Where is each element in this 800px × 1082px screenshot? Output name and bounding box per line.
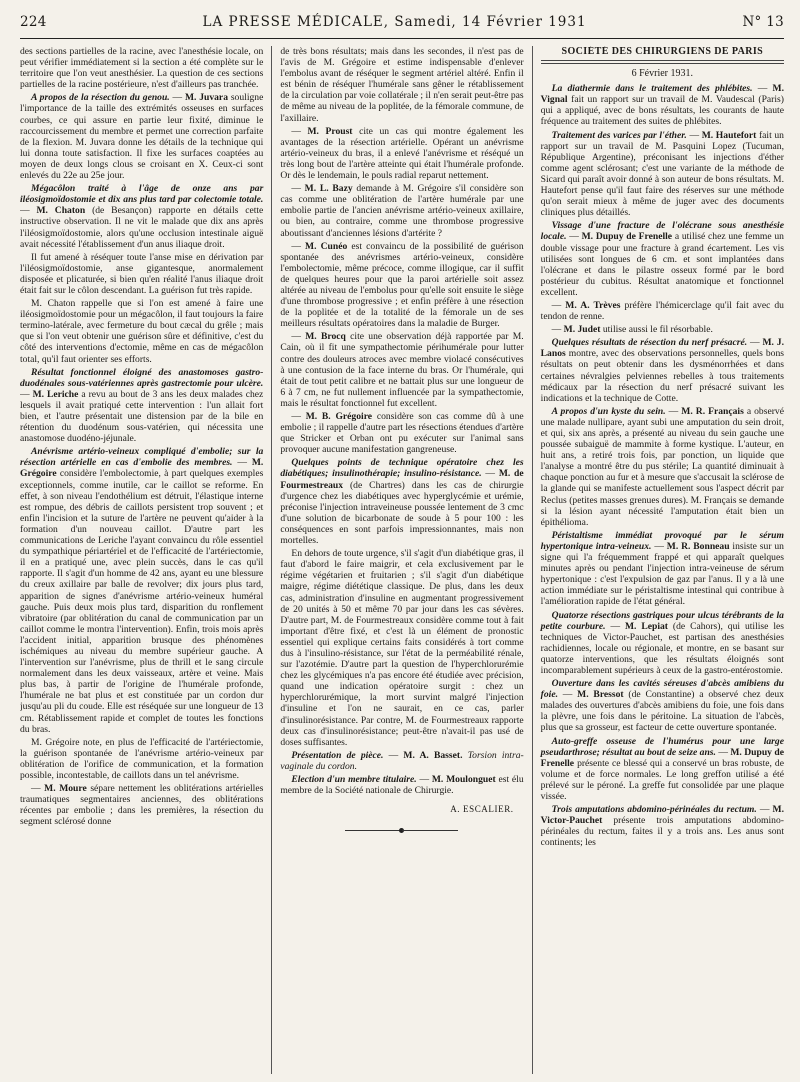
author: M. A. Basset. <box>403 749 463 761</box>
paragraph: M. Grégoire note, en plus de l'efficacité de l'artériectomie, la guérison spontanée de l'anévrisme artério-veineux par oblitération de l'orifice de communication, et la formation possible, incontestable, de caillots dans un tel anévrisme. <box>20 736 264 781</box>
author: M. A. Trèves <box>565 299 621 311</box>
article-text: préfère l'hémicerclage qu'il fait avec du tendon de renne. <box>540 299 784 323</box>
paragraph: Il fut amené à réséquer toute l'anse mise en dérivation par l'iléosigmoïdostomie, anse gigantesque, anormalement disposée et plicaturée, si bien qu'en réalité l'anus iliaque droit était fait sur le côlon descendant. La guérison fut très rapide. <box>20 251 264 296</box>
author: M. Vignal <box>540 83 784 106</box>
article-text: montre, avec des observations personnelles, quels bons résultats on peut obtenir dans les dysménorrhées et dans certaines névralgies pelviennes rebelles à tous traitements médicaux par la résection du nerf présacré suivant les indications et la technique de Cotte. <box>540 348 784 404</box>
article-text: est convaincu de la possibilité de guérison spontanée des anévrismes artério-veineux, considère l'embolectomie, même précoce, comme illogique, car il suffit de quelques heures pour que la paroi artérielle soit assez altérée au niveau de l'embolus pour qu'elle soit ensuite le siège d'une thrombose progressive ; et enfin préfère à une résection de la poplitée et de la totalité de la fémorale un de ses meilleurs résultats opératoires dans la maladie de Burger. <box>280 240 524 330</box>
author: M. Judet <box>563 324 601 336</box>
article-francais: A propos d'un kyste du sein. — M. R. Français a observé une malade nullipare, ayant subi une amputation du sein droit, et qui, six ans après, a présenté au niveau du sein gauche une poussée subaiguë de mammite à forme kystique. L'auteur, en huit ans, a retiré trois fois, par ponction, un liquide que l'analyse a montré être du pus stérile; La quantité diminuait à chaque ponction au fur et à mesure que s'accusait la sclérose de la glande qui se manifeste actuellement sous l'aspect décrit par Reclus (petites masses grenues dures). M. Français se demande si la lésion ayant nécessité l'amputation était bien un épithélioma. <box>540 405 784 528</box>
author: M. Juvara <box>184 92 228 104</box>
author: M. Moure <box>44 783 87 795</box>
article-columns <box>20 46 784 1074</box>
page-header <box>20 14 784 36</box>
article-title: Présentation de pièce. <box>291 749 384 761</box>
author: M. L. Bazy <box>304 183 353 195</box>
author: M. Cunéo <box>305 240 348 252</box>
article-text: a utilisé chez une femme un double vissage pour une fracture à grand écartement. Les vis utilisées sont longues de 6 cm. et sont implantées dans l'olécrane et dans le pilastre osseux formé par le bord postérieur du cubitus. Résultat anatomique et fonctionnel excellent. <box>540 231 784 298</box>
paragraph-gregoire: — M. B. Grégoire considère son cas comme dû à une embolie ; il rappelle d'autre part les résections étendues d'artère que Stricker et Orban ont pu exécuter sur l'animal sans provoquer aucune manifestation gangreneuse. <box>280 411 524 456</box>
article-title: Anévrisme artério-veineux compliqué d'embolie; sur la résection artérielle en cas d'embolie des membres. <box>20 446 264 469</box>
end-ornament <box>280 825 523 836</box>
article-dupuy: Vissage d'une fracture de l'olécrane sous anesthésie locale. — M. Dupuy de Frenelle a utilisé chez une femme un double vissage pour une fracture à grand écartement. Les vis utilisées sont longues de 6 cm. et sont implantées dans l'olécrane et dans le pilastre osseux formé par le bord postérieur du cubitus. Résultat anatomique et fonctionnel excellent. <box>540 220 784 298</box>
article-text: a revu au bout de 3 ans les deux malades chez lesquels il avait pratiqué cette intervention : l'un allait fort bien, et l'autre présentait une distension par de la bile en rétention du duodénum sous-vatérien, qui nécessita une anastomose duodéno-jéjunale. <box>20 388 264 445</box>
section-title: SOCIÉTÉ DES CHIRURGIENS DE PARIS <box>561 46 764 57</box>
author: M. Brocq <box>305 331 346 343</box>
article-title: Auto-greffe osseuse de l'humérus pour une large pseudarthrose; résultat au bout de seize ans. <box>540 735 784 758</box>
article-text: souligne l'importance de la taille des extrémités osseuses en surfaces courbes, ce qui assure en partie leur fixité, diminue le raccourcissement du membre et permet une correction parfaite de la flexion. M. Juvara donne les détails de la technique qui lui donna toute satisfaction. Il fixe les surfaces coaptées au moyen de deux longs clous se croisant en X. Ceux-ci sont enlevés du 22e au 25e jour. <box>20 92 264 182</box>
article-text: (de Cahors), qui utilise les techniques de Victor-Pauchet, est partisan des anesthésies rachidiennes, locale ou régionale, et montre, en se basant sur quatorze interventions, que les résultats éloignés sont incomparablement supérieurs à ceux de la gastro-entérostomie. <box>540 620 784 676</box>
paragraph-cuneo: — M. Cunéo est convaincu de la possibilité de guérison spontanée des anévrismes artério-veineux, considère l'embolectomie, même précoce, comme illogique, car il suffit de quelques heures pour que la paroi artérielle soit assez altérée au niveau de l'embolus pour qu'elle soit ensuite le siège d'une thrombose progressive ; et enfin préfère à une résection de la poplitée et de la totalité de la fémorale un de ses meilleurs résultats opératoires dans la maladie de Burger. <box>280 240 524 330</box>
article-bressot: Ouverture dans les cavités séreuses d'abcès amibiens du foie. — M. Bressot (de Constantine) a observé chez deux malades des ouvertures d'abcès amibiens du foie, une fois dans la plèvre, une fois dans le péritoine. La situation de l'abcès, plus que sa grosseur, est facteur de cette ouverture spontanée. <box>540 678 784 734</box>
author: M. Dupuy de Frenelle <box>581 231 673 243</box>
column-1 <box>20 46 271 1074</box>
article-title: Trois amputations abdomino-périnéales du rectum. <box>551 804 757 816</box>
article-title: Quelques résultats de résection du nerf présacré. <box>551 337 748 349</box>
author: M. Bressot <box>577 689 624 701</box>
article-text: cite une observation déjà rapportée par M. Cain, où il fit une sympathectomie périhumérale pour lutter contre des douleurs atroces avec membre violacé consécutives à une contusion de la face interne du bras. Or l'humérale, qui était de tout petit calibre et ne battait plus sur une longueur de 6 à 7 cm, ne fut nullement influencée par la sympathectomie, mais le résultat fonctionnel fut excellent. <box>280 331 524 409</box>
article-fourmestreaux: Quelques points de technique opératoire chez les diabétiques; insulinothérapie; insulino-résistance. — M. de Fourmestreaux (de Chartres) dans les cas de chirurgie d'urgence chez les diabétiques avec hyperglycémie et urémie, préconise l'injection intraveineuse poussée lentement de 3 cmc d'une solution de bicarbonate de soude à 5 pour 100 : les conséquences en sont parfois impressionnantes, mais non mortelles. <box>280 457 524 547</box>
article-title: Ouverture dans les cavités séreuses d'abcès amibiens du foie. <box>540 678 784 701</box>
issue-number: N° 13 <box>742 14 784 30</box>
article-text: sépare nettement les oblitérations artérielles traumatiques segmentaires anciennes, des oblitérations récentes par embolie ; dans les premières, la résection du segment sclérosé donne <box>20 783 264 828</box>
article-chaton: Mégacôlon traité à l'âge de onze ans par iléosigmoïdostomie et dix ans plus tard par colectomie totale. — M. Chaton (de Besançon) rapporte en détails cette instructive observation. Il ne vit le malade que dix ans après l'iléosigmoïdostomie, alors qu'une occlusion intestinale aiguë avait nécessité l'établissement d'un anus iliaque droit. <box>20 183 264 250</box>
article-title: A propos de la résection du genou. <box>31 92 170 104</box>
article-text: insiste sur un signe qui l'a fréquemment frappé et qui apparaît quelques minutes après ou pendant l'injection intra-veineuse de sérum hypertonique : c'est l'expulsion de gaz par l'anus. Il y a là une action immédiate sur le péristaltisme intestinal qui contribue à l'amélioration rapide de l'état général. <box>540 540 784 608</box>
article-text: considère son cas comme dû à une embolie ; il rappelle d'autre part les résections étendues d'artère que Stricker et Orban ont pu exécuter sur l'animal sans provoquer aucune manifestation gangreneuse. <box>280 411 524 456</box>
article-text: fait un rapport sur un travail de M. Vaudescal (Paris) qui a appliqué, avec de bons résultats, les courants de haute fréquence au traitement des suites de phlébites. <box>540 94 784 128</box>
column-3 <box>533 46 784 1074</box>
paragraph: M. Chaton rappelle que si l'on est amené à faire une iléosigmoïdostomie pour un mégacôlon, il faut toujours la faire termino-latérale, avec fermeture du bout cæcal du grêle ; mais que si l'on veut obtenir une guérison sûre et définitive, c'est du côté des interventions d'ectomie, même en cas de mégacôlon total, qu'il faut orienter ses efforts. <box>20 298 264 365</box>
author: M. Dupuy de Frenelle <box>540 746 784 769</box>
article-text: cite un cas qui montre également les avantages de la résection artérielle. Opérant un anévrisme artério-veineux du bras, il a enlevé l'anévrisme et réséqué un très long bout de l'artère atteinte qui était l'humérale profonde. Or dès le lendemain, le pouls radial reparut nettement. <box>280 125 524 182</box>
article-text: (de Constantine) a observé chez deux malades des ouvertures d'abcès amibiens du foie, une fois dans la plèvre, une fois dans le péritoine. La situation de l'abcès, plus que sa grosseur, est facteur de cette ouverture spontanée. <box>540 689 784 734</box>
article-text: a observé une malade nullipare, ayant subi une amputation du sein droit, et qui, six ans après, a présenté au niveau du sein gauche une poussée subaiguë de mammite à forme kystique. L'auteur, en huit ans, a retiré trois fois, par ponction, un liquide que l'analyse a montré être du pus stérile; La quantité diminuait à chaque ponction au fur et à mesure que s'accusait la sclérose de la glande qui se manifeste actuellement sous l'aspect décrit par Reclus (petites masses grenues dures). M. Français se demande si la lésion ayant nécessité l'amputation était bien un épithélioma. <box>540 405 784 528</box>
author: M. Chaton <box>36 205 86 217</box>
article-text: Torsion intra-vaginale du cordon. <box>280 749 524 772</box>
paragraph: des sections partielles de la racine, avec l'anesthésie locale, on peut vérifier immédiatement si la section a été complète sur le territoire que l'on veut anesthésier. La question de ces sections partielles de la racine postérieure, n'est d'ailleurs pas tranchée. <box>20 46 264 91</box>
author: M. Lepiat <box>624 620 668 632</box>
paragraph-proust: — M. Proust cite un cas qui montre également les avantages de la résection artérielle. Opérant un anévrisme artério-veineux du bras, il a enlevé l'anévrisme et réséqué un très long bout de l'artère atteinte qui était l'humérale profonde. Or dès le lendemain, le pouls radial reparut nettement. <box>280 125 524 182</box>
article-title: Quelques points de technique opératoire chez les diabétiques; insulinothérapie; insulino-résistance. <box>280 457 524 480</box>
article-hautefort: Traitement des varices par l'éther. — M. Hautefort fait un rapport sur un travail de M. Pasquini Lopez (Tucuman, République Argentine), préconisant les injections d'éther comme agent sclérosant; c'est une variante de la méthode de Sicard qui paraît avoir donné à son auteur de bons résultats. M. Hautefort pense qu'il faut faire des réserves sur une méthode qu'on serait mieux à même de juger avec des documents cliniques plus détaillés. <box>540 129 784 219</box>
article-leriche: Résultat fonctionnel éloigné des anastomoses gastro-duodénales sous-vatériennes après gastrectomie pour ulcère. — M. Leriche a revu au bout de 3 ans les deux malades chez lesquels il avait pratiqué cette intervention : l'un allait fort bien, et l'autre présentait une distension par de la bile en rétention du duodénum sous-vatérien, qui nécessita une anastomose duodéno-jéjunale. <box>20 366 264 445</box>
article-text: (de Chartres) dans les cas de chirurgie d'urgence chez les diabétiques avec hyperglycémie et urémie, préconise l'injection intraveineuse poussée lentement de 3 cmc d'une solution de bicarbonate de soude à 5 pour 100 : les conséquences en sont parfois impressionnantes, mais non mortelles. <box>280 479 524 547</box>
author: M. Grégoire <box>20 457 264 480</box>
author: M. R. Français <box>681 405 744 417</box>
paragraph-bazy: — M. L. Bazy demande à M. Grégoire s'il considère son cas comme une oblitération de l'artère humérale par une embolie partie de l'ancien anévrisme artério-veineux axillaire, ou bien, au contraire, comme une thrombose progressive aboutissant d'anciennes lésions d'artérite ? <box>280 183 524 239</box>
journal-title: LA PRESSE MÉDICALE, Samedi, 14 Février 1931 <box>202 14 587 30</box>
article-title: A propos d'un kyste du sein. <box>551 405 666 417</box>
article-title: Résultat fonctionnel éloigné des anastomoses gastro-duodénales sous-vatériennes après gastrectomie pour ulcère. <box>20 366 264 389</box>
article-title: Mégacôlon traité à l'âge de onze ans par iléosigmoïdostomie et dix ans plus tard par colectomie totale. <box>20 183 264 206</box>
article-text: considère l'embolectomie, à part quelques exemples exceptionnels, comme inutile, car le caillot se reforme. En effet, à son niveau l'endothélium est détruit, l'élastique interne est rompue, des débris de caillots persistent trop souvent ; et enfin l'incision et la suture de l'artère ne peuvent qu'aider à la formation d'un nouveau caillot. D'autre part les communications de Leriche l'ayant convaincu du rôle essentiel du sympathique périartériel et de l'efficacité de l'artériectomie, il en a pratiqué une, avec plein succès, dans le cas qu'il rapporte. Il s'agit d'un homme de 42 ans, ayant eu une blessure du creux axillaire par balle de revolver; dix jours plus tard, apparition de signes d'anévrisme artério-veineux huméral gauche. Puis deux mois plus tard, disparition du ronflement vibratoire (par oblitération du canal de communication par un caillot comme le montra l'intervention). Enfin, trois mois après l'accident initial, apparition brusque des phénomènes ischémiques au niveau du membre supérieur gauche. A l'intervention sur l'anévrisme, plus de thrill et le sang circule normalement dans les deux vaisseaux, artère et veine. Mais plus bas, à partir de l'origine de l'humérale profonde, l'humérale ne bat plus et est constituée par un cordon dur jusqu'au pli du coude. Elle est réséquée sur une longueur de 13 cm. Rétablissement rapide et complet de toutes les fonctions du bras. <box>20 468 264 735</box>
article-text: présente trois amputations abdomino-périnéales du rectum, faites il y a trois ans. Les anus sont continents; les <box>540 815 784 849</box>
article-title: Vissage d'une fracture de l'olécrane sous anesthésie locale. <box>540 220 784 243</box>
paragraph-brocq: — M. Brocq cite une observation déjà rapportée par M. Cain, où il fit une sympathectomie périhumérale pour lutter contre des douleurs atroces avec membre violacé consécutives à une contusion de la face interne du bras. Or l'humérale, qui était de tout petit calibre et ne battait plus sur une longueur de 6 à 7 cm, ne fut nullement influencée par la sympathectomie, mais le résultat fonctionnel fut excellent. <box>280 331 524 409</box>
paragraph-treves: — M. A. Trèves préfère l'hémicerclage qu'il fait avec du tendon de renne. <box>540 299 784 323</box>
article-autogreffe: Auto-greffe osseuse de l'humérus pour une large pseudarthrose; résultat au bout de seize ans. — M. Dupuy de Frenelle présente ce blessé qui a conservé un bras robuste, de volume et de force normales. Le long greffon utilisé a été prélevé sur le péroné. La greffe fut consolidée par une plaque vissée. <box>540 735 784 802</box>
article-basset: Présentation de pièce. — M. A. Basset. Torsion intra-vaginale du cordon. <box>280 749 524 772</box>
article-text: demande à M. Grégoire s'il considère son cas comme une oblitération de l'artère humérale par une embolie partie de l'ancien anévrisme artério-veineux axillaire, ou bien, au contraire, comme une thrombose progressive aboutissant d'anciennes lésions d'artérite ? <box>280 183 524 239</box>
author: M. Proust <box>307 125 353 137</box>
article-bonneau: Péristaltisme immédiat provoqué par le sérum hypertonique intra-veineux. — M. R. Bonneau insiste sur un signe qui l'a fréquemment frappé et qui apparaît quelques minutes après ou pendant l'injection intra-veineuse de sérum hypertonique : c'est l'expulsion de gaz par l'anus. Il y a là une action immédiate sur le péristaltisme intestinal qui contribue à l'amélioration rapide de l'état général. <box>540 529 784 608</box>
paragraph: de très bons résultats; mais dans les secondes, il n'est pas de l'avis de M. Grégoire et estime indispensable d'enlever l'embolus avant de réséquer le segment artériel altéré. Enfin il est bénin de réséquer l'humérale sans gêner le rétablissement de la circulation par voie collatérale ; il n'en serait peut-être pas de même au niveau de la poplitée, de la fémorale commune, de l'axillaire. <box>280 46 524 124</box>
section-rule <box>541 60 784 64</box>
article-gregoire: Anévrisme artério-veineux compliqué d'embolie; sur la résection artérielle en cas d'embolie des membres. — M. Grégoire considère l'embolectomie, à part quelques exemples exceptionnels, comme inutile, car le caillot se reforme. En effet, à son niveau l'endothélium est détruit, l'élastique interne est rompue, des débris de caillots persistent trop souvent ; et enfin l'incision et la suture de l'artère ne peuvent qu'aider à la formation d'un nouveau caillot. D'autre part les communications de Leriche l'ayant convaincu du rôle essentiel du sympathique périartériel et de l'efficacité de l'artériectomie, il en a pratiqué une, avec plein succès, dans le cas qu'il rapporte. Il s'agit d'un homme de 42 ans, ayant eu une blessure du creux axillaire par balle de revolver; dix jours plus tard, apparition de signes d'anévrisme artério-veineux huméral gauche. Puis deux mois plus tard, disparition du ronflement vibratoire (par oblitération du canal de communication par un caillot comme le montra l'intervention). Enfin, trois mois après l'accident initial, apparition brusque des phénomènes ischémiques au niveau du membre supérieur gauche. A l'intervention sur l'anévrisme, plus de thrill et le sang circule normalement dans les deux vaisseaux, artère et veine. Mais plus bas, à partir de l'origine de l'humérale profonde, l'humérale ne bat plus et est constituée par un cordon dur jusqu'au pli du coude. Elle est réséquée sur une longueur de 13 cm. Rétablissement rapide et complet de toutes les fonctions du bras. <box>20 446 264 735</box>
article-text: (de Besançon) rapporte en détails cette instructive observation. Il ne vit le malade que dix ans après l'iléosigmoïdostomie, alors qu'une occlusion intestinale aiguë avait nécessité l'établissement d'un anus iliaque droit. <box>20 205 264 250</box>
author: M. J. Lanos <box>540 337 784 360</box>
author: M. Moulonguet <box>431 774 496 785</box>
article-text: utilise aussi le fil résorbable. <box>602 324 713 336</box>
article-title: Election d'un membre titulaire. <box>291 774 417 785</box>
paragraph-judet: — M. Judet utilise aussi le fil résorbable. <box>551 324 713 336</box>
article-juvara: A propos de la résection du genou. — M. Juvara souligne l'importance de la taille des extrémités osseuses en surfaces courbes, ce qui assure en partie leur fixité, diminue le raccourcissement du membre et permet une correction parfaite de la flexion. M. Juvara donne les détails de la technique qui lui donna toute satisfaction. Il fixe les surfaces coaptées au moyen de deux longs clous se croisant en X. Ceux-ci sont enlevés du 22e au 25e jour. <box>20 92 264 182</box>
paragraph-moure: — M. Moure sépare nettement les oblitérations artérielles traumatiques segmentaires anciennes, des oblitérations récentes par embolie ; dans les premières, la résection du segment sclérosé donne <box>20 783 264 828</box>
author: M. Victor-Pauchet <box>540 804 784 827</box>
header-rule <box>20 38 784 39</box>
column-2 <box>271 46 532 1074</box>
article-vignal: La diathermie dans le traitement des phlébites. — M. Vignal fait un rapport sur un travail de M. Vaudescal (Paris) qui a appliqué, avec de bons résultats, les courants de haute fréquence au traitement des suites de phlébites. <box>540 83 784 128</box>
page-number: 224 <box>20 14 47 30</box>
author: M. R. Bonneau <box>666 540 730 552</box>
signature: A. ESCALIER. <box>450 804 514 815</box>
article-lanos: Quelques résultats de résection du nerf présacré. — M. J. Lanos montre, avec des observations personnelles, quels bons résultats on peut obtenir dans les dysménorrhées et dans certaines névralgies pelviennes rebelles à tous traitements médicaux par la résection du nerf présacré suivant les indications et la technique de Cotte. <box>540 337 784 404</box>
author: M. Hautefort <box>701 129 757 141</box>
article-election: Election d'un membre titulaire. — M. Moulonguet est élu membre de la Société nationale de Chirurgie. <box>280 774 524 797</box>
author: M. de Fourmestreaux <box>280 468 524 491</box>
article-lepiat: Quatorze résections gastriques pour ulcus térébrants de la petite courbure. — M. Lepiat (de Cahors), qui utilise les techniques de Victor-Pauchet, est partisan des anesthésies rachidiennes, locale ou régionale, et montre, en se basant sur quatorze interventions, que les résultats éloignés sont incomparablement supérieurs à ceux de la gastro-entérostomie. <box>540 609 784 676</box>
author: M. B. Grégoire <box>305 411 373 422</box>
author: M. Leriche <box>32 388 79 400</box>
article-text: fait un rapport sur un travail de M. Pasquini Lopez (Tucuman, République Argentine), préconisant les injections d'éther comme agent sclérosant; c'est une variante de la méthode de Sicard qui paraît avoir donné à son auteur de bons résultats. M. Hautefort pense qu'il faut faire des réserves sur une méthode qu'on serait mieux à même de juger avec des documents cliniques plus détaillés. <box>540 129 784 219</box>
article-title: La diathermie dans le traitement des phlébites. <box>551 83 753 95</box>
article-text: est élu membre de la Société nationale de Chirurgie. <box>280 774 524 797</box>
article-text: présente ce blessé qui a conservé un bras robuste, de volume et de force normales. Le long greffon utilisé a été prélevé sur le péroné. La greffe fut consolidée par une plaque vissée. <box>540 757 784 802</box>
section-date: 6 Février 1931. <box>631 68 694 80</box>
article-title: Péristaltisme immédiat provoqué par le sérum hypertonique intra-veineux. <box>540 529 784 552</box>
paragraph: En dehors de toute urgence, s'il s'agit d'un diabétique gras, il faut d'abord le faire maigrir, et cela exclusivement par le régime végétarien et fruitarien ; s'il s'agit d'un diabétique maigre, régime diététique classique. De plus, dans les deux cas, administration d'insuline en augmentant progressivement de 20 unités à 50 et même 70 par jour dans les cas sévères. D'autre part, M. de Fourmestreaux considère comme tout à fait important d'être fixé, et c'est là un élément de pronostic essentiel qui explique certains faits considérés à tort comme dus à l'insulino-résistance, sur l'état de la perméabilité rénale, sur l'azotémie. D'autre part la question de l'hyperchlorurémie chez les glycémiques n'a pas encore été étudiée avec précision, quand une indication opératoire surgit : chez un hyperchlorurémique, la mort survint malgré l'injection d'insuline et l'on ne saurait, en ce cas, parler d'insulinorésistance. Par contre, M. de Fourmestreaux rapporte deux cas d'insulinorésistance; peut-être n'avait-il pas usé de doses suffisantes. <box>280 548 524 748</box>
article-pauchet: Trois amputations abdomino-périnéales du rectum. — M. Victor-Pauchet présente trois amputations abdomino-périnéales du rectum, faites il y a trois ans. Les anus sont continents; les <box>540 804 784 849</box>
article-title: Quatorze résections gastriques pour ulcus térébrants de la petite courbure. <box>540 609 784 632</box>
article-title: Traitement des varices par l'éther. <box>551 129 687 141</box>
